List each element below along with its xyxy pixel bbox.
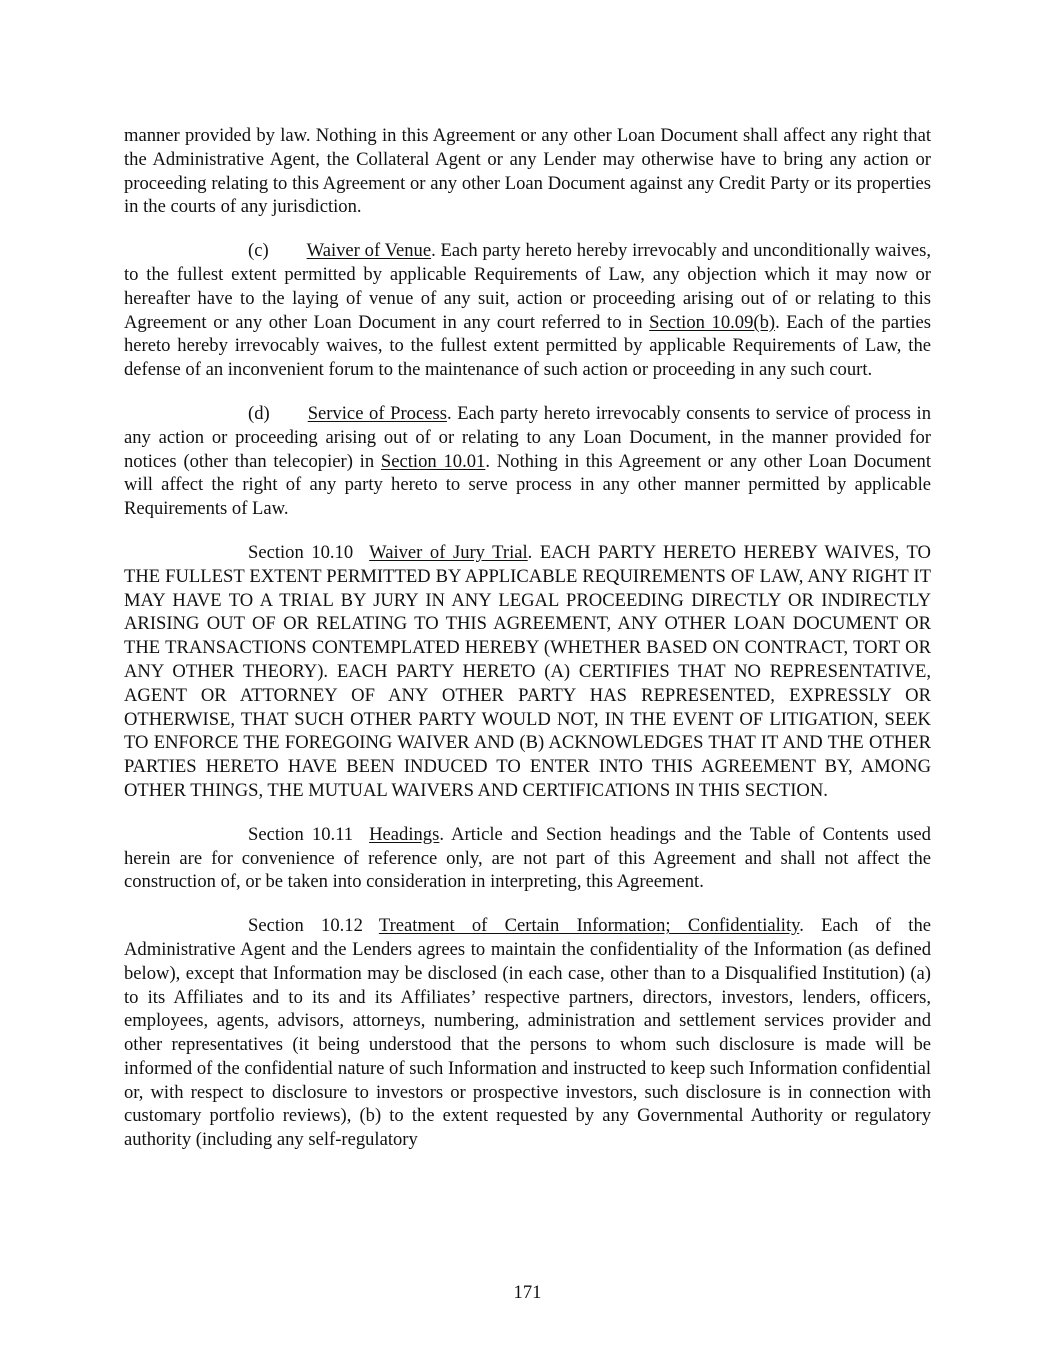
section-number: Section 10.12 (248, 915, 363, 937)
section-heading: Headings (369, 823, 440, 845)
paragraph-text: . Article and Section headings and the Table of Contents used herein are for convenience of reference only, are not part of this Agreement and shall not affect the construction of, or be taken into consideration in interpreting, this Agreement. (124, 823, 931, 893)
paragraph-text: . Nothing in this Agreement or any other Loan Document will affect the right of any party hereto to serve process in any other manner permitted by applicable Requirements of Law. (124, 450, 931, 520)
section-number: Section 10.10 (248, 541, 354, 563)
section-reference: Section 10.01 (380, 450, 486, 472)
paragraph-headings (124, 823, 931, 894)
document-page (124, 124, 931, 1172)
section-reference: Section 10.09(b) (649, 311, 776, 333)
subsection-label: (d) (248, 402, 270, 424)
paragraph-waiver-of-jury-trial (124, 541, 931, 803)
paragraph-text: . Each party hereto irrevocably consents to service of process in any action or proceeding arising out of or relating to any Loan Document, in the manner provided for notices (other than telecopier) in (124, 402, 931, 472)
subsection-heading: Service of Process (307, 402, 447, 424)
subsection-heading: Waiver of Venue (306, 240, 432, 262)
paragraph-intro (124, 124, 931, 219)
intro-text: manner provided by law. Nothing in this Agreement or any other Loan Document shall affect any right that the Administrative Agent, the Collateral Agent or any Lender may otherwise have to bring any action or proceeding relating to this Agreement or any other Loan Document against any Credit Party or its properties in the courts of any jurisdiction. (124, 125, 931, 218)
paragraph-confidentiality (124, 914, 931, 1152)
subsection-label: (c) (248, 240, 269, 262)
paragraph-text: . Each party hereto hereby irrevocably and unconditionally waives, to the fullest extent permitted by applicable Requirements of Law, any objection which it may now or hereafter have to the laying of venue of any suit, action or proceeding arising out of or relating to this Agreement or any other Loan Document in any court referred to in (124, 240, 931, 333)
paragraph-waiver-of-venue (124, 239, 931, 382)
section-number: Section 10.11 (248, 823, 354, 845)
paragraph-service-of-process (124, 402, 931, 521)
section-heading: Waiver of Jury Trial (369, 541, 528, 563)
paragraph-text: . Each of the Administrative Agent and the Lenders agrees to maintain the confidentiality of the Information (as defined below), except that Information may be disclosed (in each case, other than to a Disqualified Institution) (a) to its Affiliates and to its and its Affiliates’ respective partners, directors, investors, lenders, officers, employees, agents, advisors, attorneys, numbering, administration and settlement services provider and other representatives (it being understood that the persons to whom such disclosure is made will be informed of the confidential nature of such Information and instructed to keep such Information confidential or, with respect to disclosure to investors or prospective investors, such disclosure is in connection with customary portfolio reviews), (b) to the extent requested by any Governmental Authority or regulatory authority (including any self-regulatory (124, 915, 931, 1151)
page-number: 171 (513, 1282, 542, 1303)
paragraph-text: . Each of the parties hereto hereby irrevocably waives, to the fullest extent permitted by applicable Requirements of Law, the defense of an inconvenient forum to the maintenance of such action or proceeding in any such court. (124, 311, 932, 381)
section-heading: Treatment of Certain Information; Confidentiality (378, 915, 800, 937)
paragraph-text: . EACH PARTY HERETO HEREBY WAIVES, TO THE FULLEST EXTENT PERMITTED BY APPLICABLE REQUIREMENTS OF LAW, ANY RIGHT IT MAY HAVE TO A TRIAL BY JURY IN ANY LEGAL PROCEEDING DIRECTLY OR INDIRECTLY ARISING OUT OF OR RELATING TO THIS AGREEMENT, ANY OTHER LOAN DOCUMENT OR THE TRANSACTIONS CONTEMPLATED HEREBY (WHETHER BASED ON CONTRACT, TORT OR ANY OTHER THEORY). EACH PARTY HERETO (A) CERTIFIES THAT NO REPRESENTATIVE, AGENT OR ATTORNEY OF ANY OTHER PARTY HAS REPRESENTED, EXPRESSLY OR OTHERWISE, THAT SUCH OTHER PARTY WOULD NOT, IN THE EVENT OF LITIGATION, SEEK TO ENFORCE THE FOREGOING WAIVER AND (B) ACKNOWLEDGES THAT IT AND THE OTHER PARTIES HERETO HAVE BEEN INDUCED TO ENTER INTO THIS AGREEMENT BY, AMONG OTHER THINGS, THE MUTUAL WAIVERS AND CERTIFICATIONS IN THIS SECTION. (124, 541, 931, 801)
